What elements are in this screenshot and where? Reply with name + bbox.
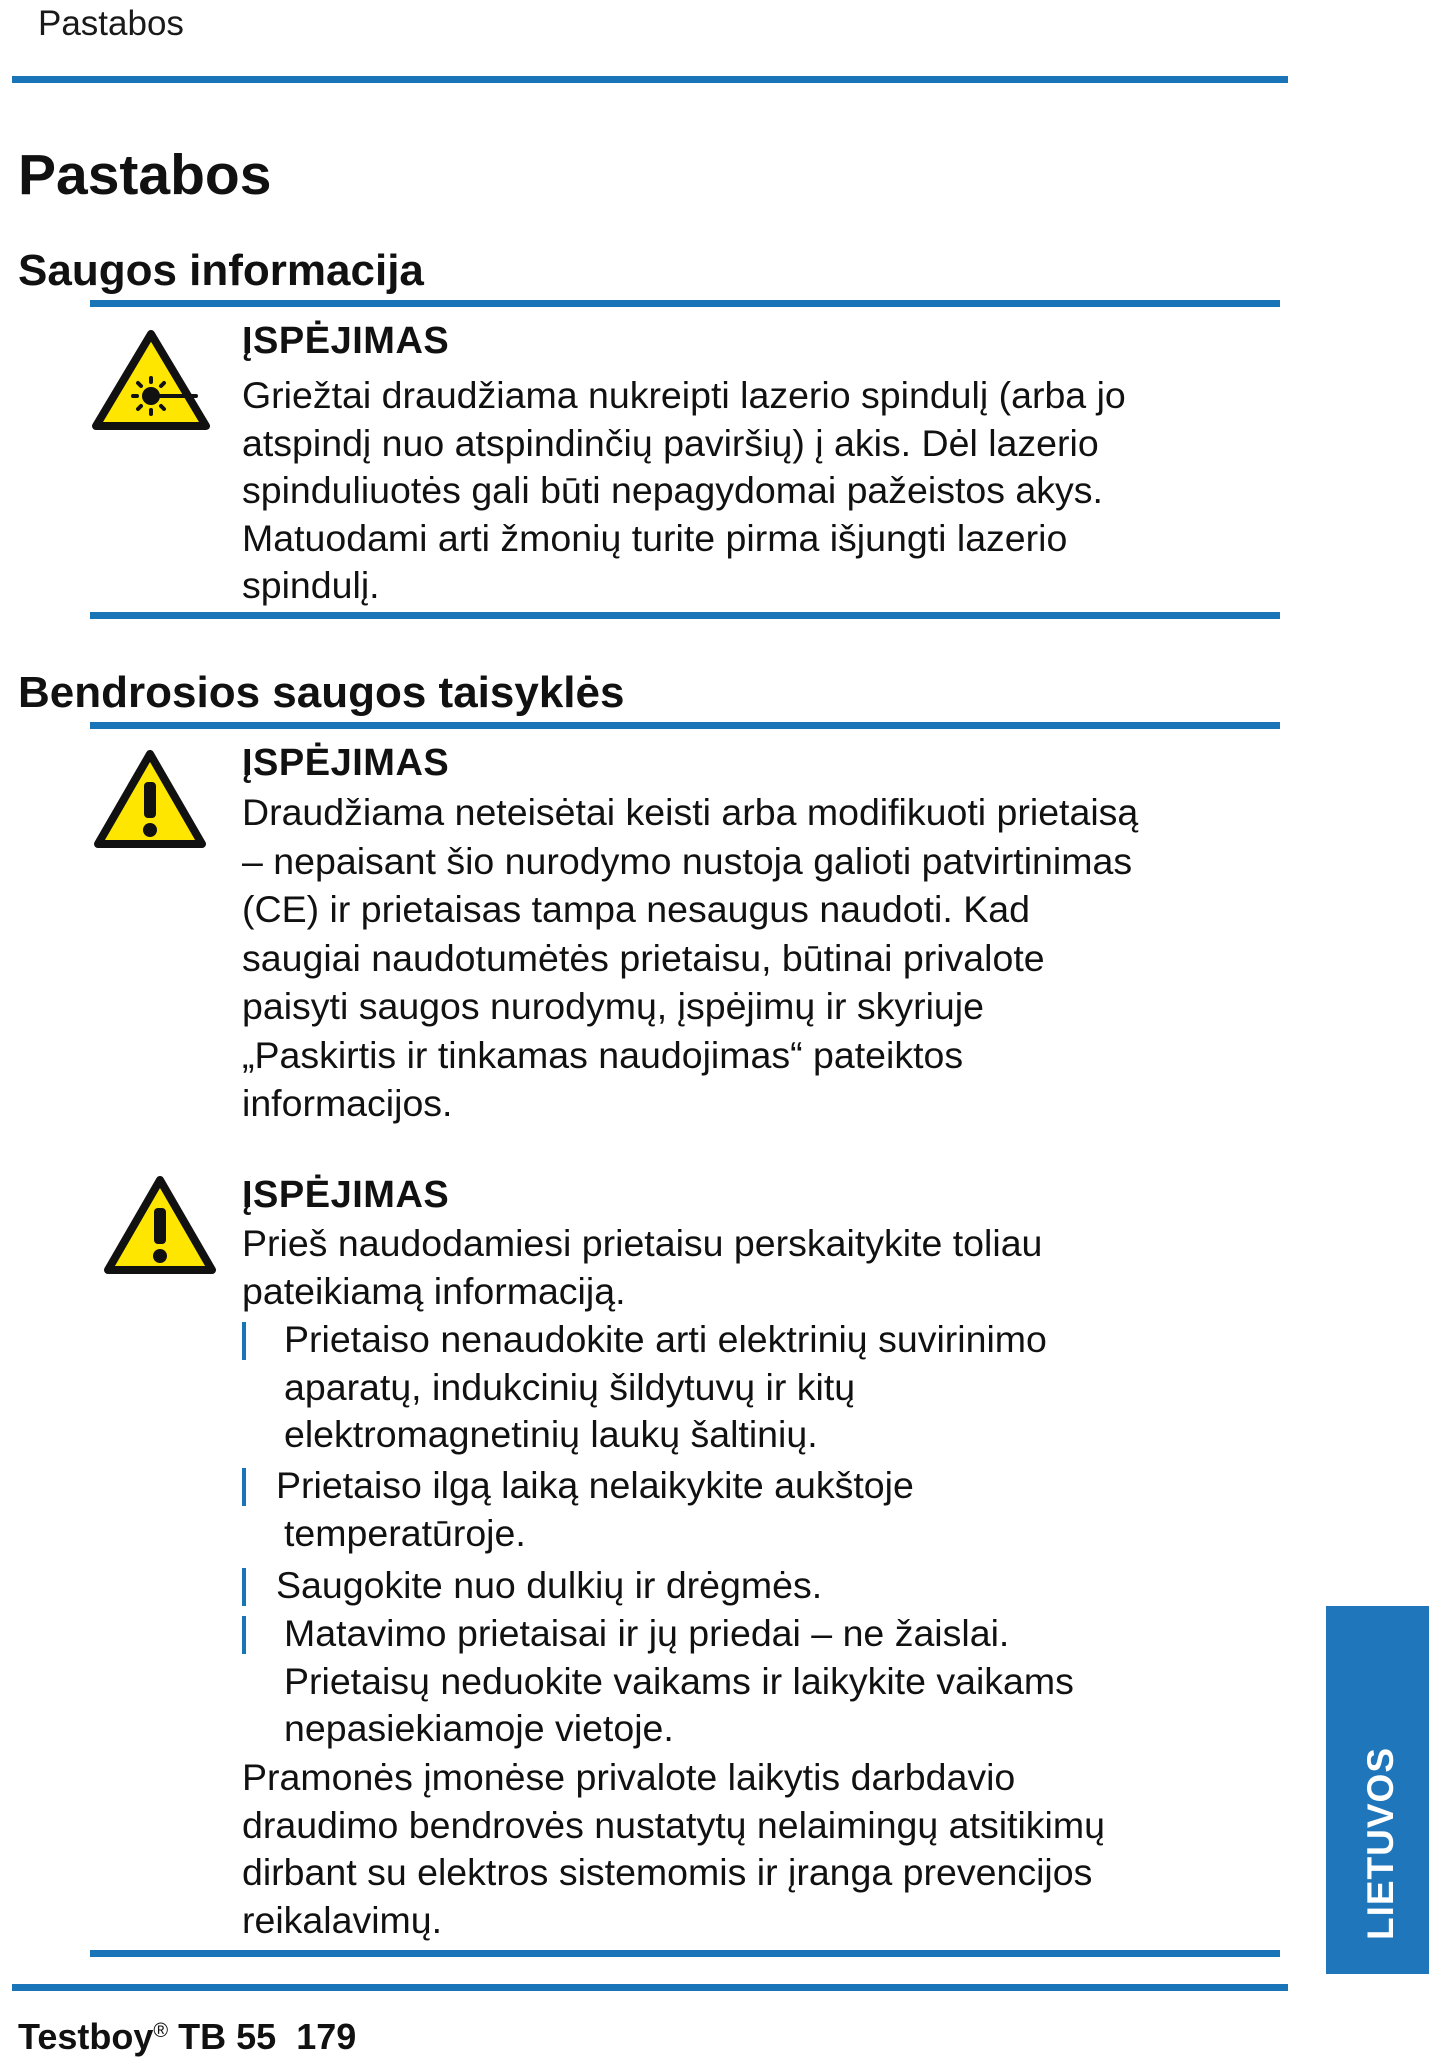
warning-outro (242, 1754, 1262, 1944)
warning-label: ĮSPĖJIMAS (242, 320, 450, 362)
text-line: Prietaisų neduokite vaikams ir laikykite vaikams (284, 1659, 1074, 1702)
text-line: Pramonės įmonėse privalote laikytis darbdavio (242, 1756, 1016, 1798)
text-line: reikalavimų. (242, 1898, 443, 1941)
text-line: – nepaisant šio nurodymo nustoja galioti patvirtinimas (242, 839, 1133, 882)
text-line: aparatų, indukcinių šildytuvų ir kitų (284, 1365, 856, 1408)
running-header: Pastabos (38, 4, 184, 43)
text-line: draudimo bendrovės nustatytų nelaimingų atsitikimų (242, 1803, 1105, 1846)
warning-text-laser (242, 372, 1262, 610)
laser-warning-icon (92, 330, 210, 435)
bullet-marker (242, 1568, 246, 1606)
footer-brand: Testboy (18, 2016, 154, 2057)
text-line: elektromagnetinių laukų šaltinių. (284, 1413, 818, 1455)
section-rule (90, 612, 1280, 619)
text-line: Prietaiso nenaudokite arti elektrinių suvirinimo (284, 1318, 1047, 1360)
general-warning-icon (94, 750, 206, 853)
text-line: „Paskirtis ir tinkamas naudojimas“ pateiktos (242, 1033, 964, 1076)
bullet-marker (242, 1616, 246, 1654)
text-line: Prieš naudodamiesi prietaisu perskaitykite toliau (242, 1222, 1043, 1264)
warning-intro (242, 1220, 1262, 1315)
text-line: saugiai naudotumėtės prietaisu, būtinai privalote (242, 936, 1045, 979)
footer-rule (12, 1984, 1288, 1991)
text-line: Griežtai draudžiama nukreipti lazerio spindulį (arba jo (242, 374, 1126, 416)
text-line: Prietaiso ilgą laiką nelaikykite aukštoje (276, 1464, 914, 1506)
text-line: spinduliuotės gali būti nepagydomai pažeistos akys. (242, 469, 1103, 511)
section-heading-safety-info: Saugos informacija (18, 246, 424, 295)
registered-mark: ® (153, 2020, 169, 2042)
bullet-marker (242, 1322, 246, 1360)
text-line: Matuodami arti žmonių turite pirma išjungti lazerio (242, 516, 1068, 559)
section-rule (90, 722, 1280, 729)
text-line: Saugokite nuo dulkių ir drėgmės. (276, 1564, 823, 1606)
text-line: temperatūroje. (284, 1511, 526, 1554)
section-rule (90, 1950, 1280, 1957)
text-line: nepasiekiamoje vietoje. (284, 1707, 674, 1749)
page-title: Pastabos (18, 143, 272, 207)
text-line: pateikiamą informaciją. (242, 1269, 626, 1312)
text-line: dirbant su elektros sistemomis ir įranga prevencijos (242, 1851, 1093, 1893)
text-line: (CE) ir prietaisas tampa nesaugus naudoti. Kad (242, 888, 1030, 930)
text-line: informacijos. (242, 1082, 453, 1124)
text-line: Draudžiama neteisėtai keisti arba modifikuoti prietaisą (242, 791, 1139, 833)
text-line: atspindį nuo atspindinčių paviršių) į akis. Dėl lazerio (242, 421, 1099, 464)
footer (18, 2016, 356, 2058)
warning-label: ĮSPĖJIMAS (242, 1174, 450, 1216)
text-line: Matavimo prietaisai ir jų priedai – ne žaislai. (284, 1612, 1010, 1654)
warning-label: ĮSPĖJIMAS (242, 742, 450, 784)
text-line: paisyti saugos nurodymų, įspėjimų ir skyriuje (242, 985, 984, 1027)
warning-text-modification (242, 788, 1262, 1128)
page-number: 179 (296, 2016, 357, 2057)
general-warning-icon (104, 1176, 216, 1279)
section-rule (90, 300, 1280, 307)
section-heading-general-safety: Bendrosios saugos taisyklės (18, 668, 625, 717)
header-rule (12, 76, 1288, 83)
bullet-marker (242, 1468, 246, 1506)
language-tab-label: LIETUVOS (1360, 1746, 1401, 1940)
text-line: spindulį. (242, 564, 380, 606)
footer-model: TB 55 (178, 2016, 277, 2057)
